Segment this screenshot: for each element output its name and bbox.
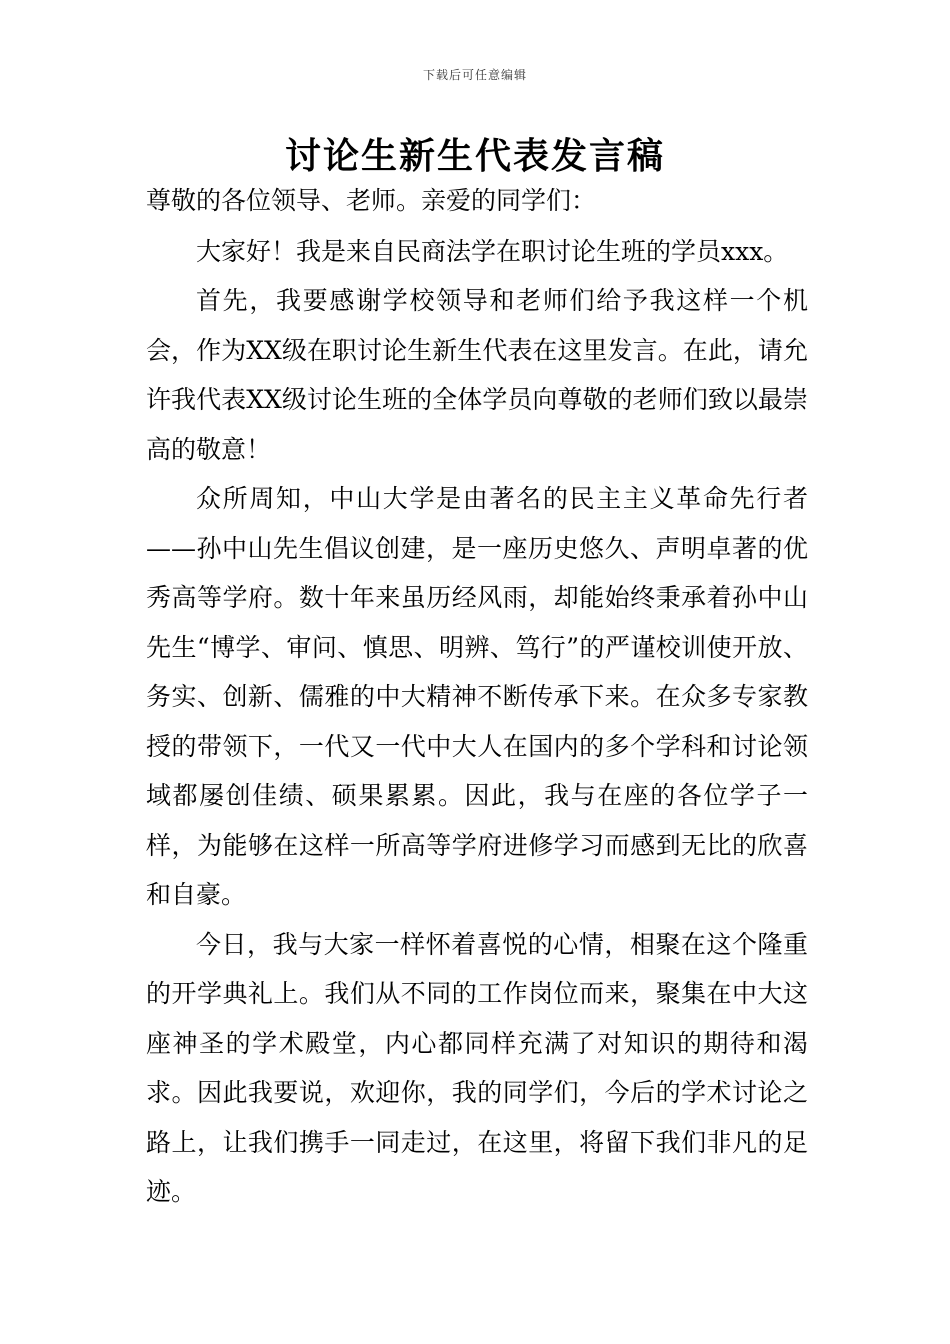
paragraph-welcome: 今日，我与大家一样怀着喜悦的心情，相聚在这个隆重的开学典礼上。我们从不同的工作岗位而来，聚集在中大这座神圣的学术殿堂，内心都同样充满了对知识的期待和渴求。因此我要说，欢迎你，我的同学们，今后的学术讨论之路上，让我们携手一同走过，在这里，将留下我们非凡的足迹。: [146, 929, 808, 1206]
document-body: [146, 176, 808, 1217]
header-note: 下载后可任意编辑: [422, 68, 527, 82]
paragraph-greeting: 大家好！我是来自民商法学在职讨论生班的学员xxx。: [196, 236, 789, 266]
paragraph-university: 众所周知，中山大学是由著名的民主主义革命先行者——孙中山先生倡议创建，是一座历史悠久、声明卓著的优秀高等学府。数十年来虽历经风雨，却能始终秉承着孙中山先生“博学、审问、慎思、明辨、笃行”的严谨校训使开放、务实、创新、儒雅的中大精神不断传承下来。在众多专家教授的带领下，一代又一代中大人在国内的多个学科和讨论领域都屡创佳绩、硕果累累。因此，我与在座的各位学子一样，为能够在这样一所高等学府进修学习而感到无比的欣喜和自豪。: [146, 484, 808, 909]
salutation: 尊敬的各位领导、老师。亲爱的同学们：: [146, 186, 597, 215]
paragraph-thanks: 首先，我要感谢学校领导和老师们给予我这样一个机会，作为XX级在职讨论生新生代表在这里发言。在此，请允许我代表XX级讨论生班的全体学员向尊敬的老师们致以最崇高的敬意！: [146, 286, 808, 464]
document-title: 讨论生新生代表发言稿: [284, 136, 665, 177]
